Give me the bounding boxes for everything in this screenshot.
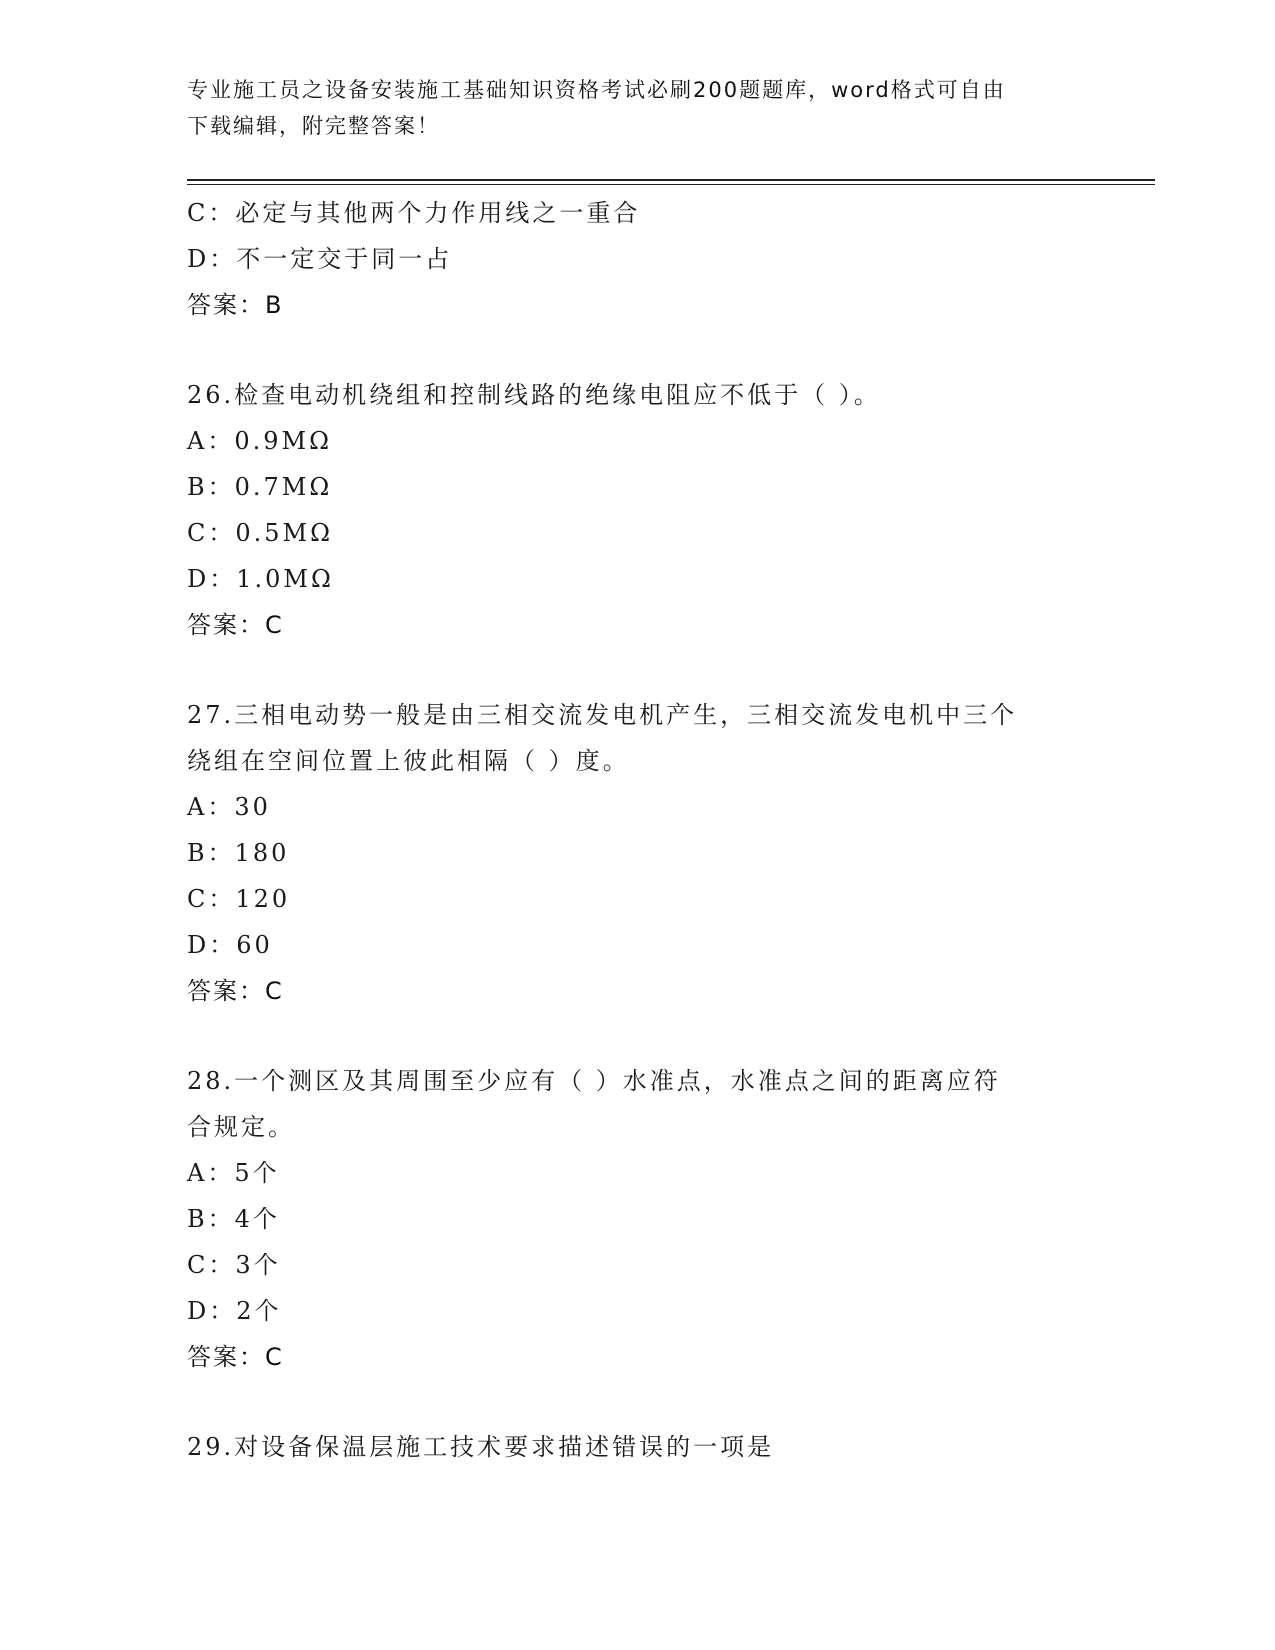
- answer-line: 答案：C: [187, 977, 284, 1005]
- question-text-continued: 合规定。: [187, 1113, 295, 1141]
- header-line-2: 下载编辑，附完整答案！: [187, 114, 440, 138]
- question-text: 27.三相电动势一般是由三相交流发电机产生，三相交流发电机中三个: [187, 701, 1018, 729]
- answer-line: 答案：C: [187, 1343, 284, 1371]
- option-d: D：不一定交于同一占: [187, 245, 453, 273]
- question-text: 29.对设备保温层施工技术要求描述错误的一项是: [187, 1433, 775, 1461]
- header-line-1: 专业施工员之设备安装施工基础知识资格考试必刷200题题库，word格式可自由: [187, 78, 1006, 102]
- question-26: [187, 372, 1087, 648]
- option-d: D：1.0MΩ: [187, 565, 334, 593]
- option-a: A：0.9MΩ: [187, 427, 332, 455]
- question-28: [187, 1058, 1087, 1380]
- option-d: D：60: [187, 931, 273, 959]
- option-c: C：120: [187, 885, 291, 913]
- option-d: D：2个: [187, 1297, 282, 1325]
- option-b: B：4个: [187, 1205, 280, 1233]
- question-text: 28.一个测区及其周围至少应有（ ）水准点，水准点之间的距离应符: [187, 1067, 1001, 1095]
- option-a: A：5个: [187, 1159, 280, 1187]
- option-c: C：3个: [187, 1251, 281, 1279]
- document-body: [187, 190, 1087, 1470]
- header-divider-thin: [187, 184, 1155, 185]
- question-27: [187, 692, 1087, 1014]
- question-29: [187, 1424, 1087, 1470]
- option-c: C：必定与其他两个力作用线之一重合: [187, 199, 641, 227]
- option-c: C：0.5MΩ: [187, 519, 334, 547]
- option-a: A：30: [187, 793, 271, 821]
- option-b: B：0.7MΩ: [187, 473, 333, 501]
- answer-line: 答案：C: [187, 611, 284, 639]
- question-text-continued: 绕组在空间位置上彼此相隔（ ）度。: [187, 747, 630, 775]
- question-25-continued: [187, 190, 1087, 328]
- document-header: [187, 72, 1087, 144]
- answer-line: 答案：B: [187, 291, 284, 319]
- header-divider-thick: [187, 179, 1155, 181]
- option-b: B：180: [187, 839, 290, 867]
- question-text: 26.检查电动机绕组和控制线路的绝缘电阻应不低于（ ）。: [187, 381, 881, 409]
